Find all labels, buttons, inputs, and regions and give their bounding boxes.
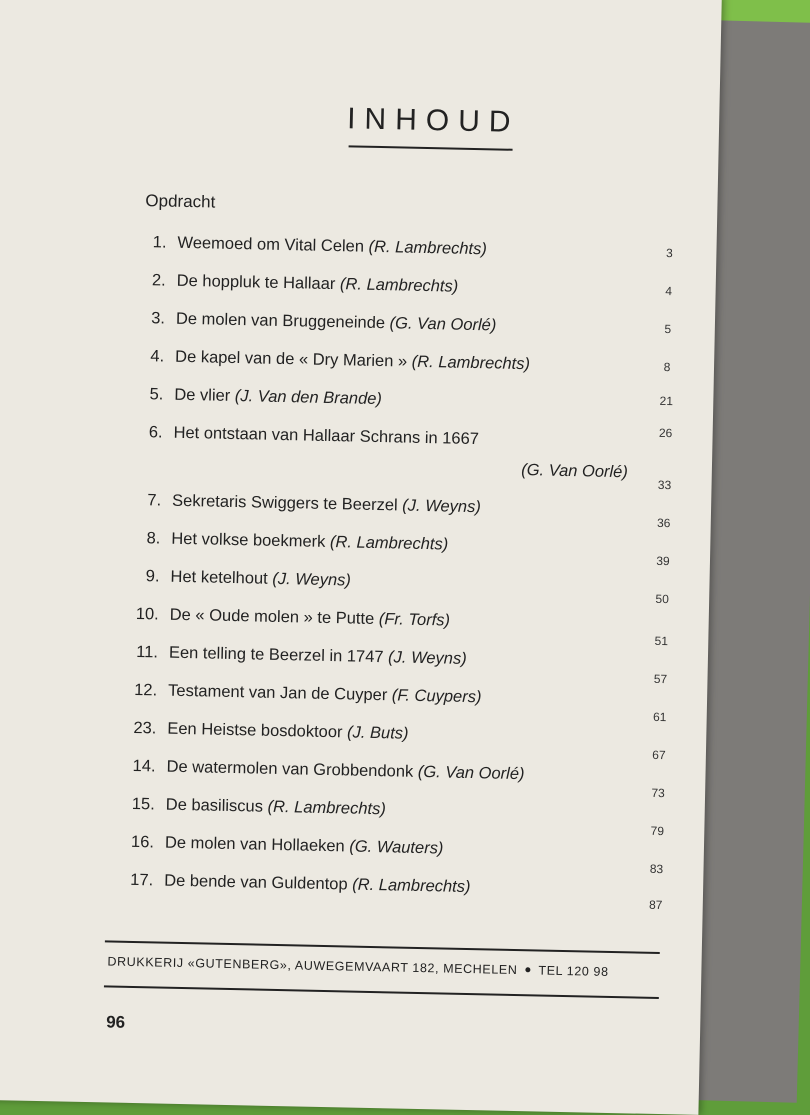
entry-page: 8	[663, 359, 671, 375]
entry-author: (G. Van Oorlé)	[417, 762, 525, 784]
entry-author: (G. Van Oorlé)	[389, 314, 497, 335]
entry-number: 15.	[131, 794, 155, 814]
toc-entry	[123, 233, 653, 259]
toc-entry	[116, 567, 646, 590]
toc-entry	[122, 271, 652, 296]
entry-page: 57	[653, 671, 668, 687]
toc-entry	[120, 385, 650, 409]
entry-page: 67	[652, 747, 666, 763]
toc-entry	[111, 794, 641, 819]
toc-entry	[113, 680, 643, 707]
entry-page: 26	[658, 425, 673, 441]
entry-page: 4	[665, 284, 673, 299]
toc-entry	[112, 756, 642, 784]
toc-entry	[117, 529, 647, 554]
printer-name: DRUKKERIJ «GUTENBERG», AUWEGEMVAART 182, MECHELEN	[107, 954, 518, 978]
entry-number: 14.	[132, 756, 156, 776]
entry-author: (G. Van Oorlé)	[520, 461, 629, 482]
dedication-label: Opdracht	[145, 191, 216, 212]
toc-entry	[114, 643, 644, 668]
entry-number: 12.	[134, 680, 158, 700]
entry-title: Het ontstaan van Hallaar Schrans in 1667	[173, 423, 480, 449]
entry-number: 7.	[147, 491, 162, 510]
entry-page: 33	[657, 477, 672, 493]
toc-entry	[110, 832, 640, 858]
entry-number: 11.	[136, 643, 159, 662]
entry-number: 2.	[151, 271, 166, 290]
entry-author: (J. Weyns)	[387, 648, 467, 668]
entry-page: 36	[656, 515, 671, 531]
entry-title: De kapel van de « Dry Marien »	[174, 347, 408, 371]
entry-number: 6.	[148, 423, 163, 442]
entry-author: (R. Lambrechts)	[329, 533, 449, 554]
entry-title: De vlier	[174, 385, 231, 405]
entry-page: 73	[651, 785, 665, 801]
entry-number: 9.	[145, 567, 160, 586]
entry-page: 79	[650, 823, 665, 839]
entry-title: Sekretaris Swiggers te Beerzel	[171, 491, 398, 515]
entry-number: 16.	[130, 832, 155, 852]
entry-title: De bende van Guldentop	[163, 871, 348, 894]
toc-entry	[113, 718, 643, 743]
entry-author: (R. Lambrechts)	[352, 875, 471, 897]
entry-author: (R. Lambrechts)	[267, 797, 387, 819]
toc-entry	[117, 491, 647, 517]
entry-author: (R. Lambrechts)	[339, 275, 459, 296]
page-heading: INHOUD	[346, 102, 520, 139]
entry-page: 51	[654, 633, 669, 649]
entry-title: Testament van Jan de Cuyper	[167, 681, 388, 705]
entry-author: (Fr. Torfs)	[378, 610, 451, 630]
entry-title: Het volkse boekmerk	[171, 529, 326, 551]
entry-author: (R. Lambrechts)	[411, 352, 531, 374]
entry-title: De hoppluk te Hallaar	[176, 271, 336, 294]
entry-author: (G. Wauters)	[349, 837, 444, 858]
entry-author: (J. Weyns)	[272, 569, 352, 590]
bullet-icon	[525, 967, 530, 972]
toc-entry	[119, 423, 649, 482]
entry-page: 61	[652, 709, 667, 725]
entry-page: 21	[659, 393, 674, 409]
entry-author: (J. Van den Brande)	[234, 387, 383, 409]
entry-page: 87	[648, 897, 663, 913]
printer-phone: TEL 120 98	[538, 963, 609, 979]
entry-page: 83	[649, 861, 664, 877]
entry-title: Het ketelhout	[170, 567, 268, 588]
entry-title: De molen van Bruggeneinde	[175, 309, 386, 333]
entry-author: (J. Buts)	[346, 723, 409, 743]
toc-entry	[115, 604, 645, 630]
page-number: 96	[106, 1012, 126, 1032]
entry-page: 3	[665, 246, 673, 261]
entry-title: Weemoed om Vital Celen	[177, 233, 365, 256]
entry-number: 8.	[146, 529, 161, 548]
entry-title: De « Oude molen » te Putte	[169, 605, 375, 628]
entry-page: 5	[664, 321, 672, 337]
entry-title: De molen van Hollaeken	[164, 833, 345, 856]
toc-entry	[121, 309, 651, 335]
toc-entry	[109, 870, 639, 897]
entry-number: 23.	[133, 718, 157, 738]
entry-title: Een Heistse bosdoktoor	[167, 719, 343, 742]
entry-number: 4.	[150, 347, 165, 366]
entry-title: Een telling te Beerzel in 1747	[168, 643, 384, 667]
entry-number: 5.	[149, 385, 164, 404]
entry-number: 3.	[150, 309, 166, 328]
entry-number: 10.	[135, 604, 159, 624]
entry-author: (J. Weyns)	[402, 496, 482, 517]
entry-page: 39	[656, 553, 670, 569]
entry-number: 17.	[130, 870, 154, 890]
entry-page: 50	[655, 591, 669, 607]
entry-author: (R. Lambrechts)	[368, 237, 488, 259]
entry-title: De basiliscus	[165, 795, 264, 816]
toc-entry	[120, 347, 650, 374]
entry-author: (F. Cuypers)	[391, 686, 482, 707]
entry-number: 1.	[152, 233, 167, 252]
entry-title: De watermolen van Grobbendonk	[166, 757, 414, 781]
